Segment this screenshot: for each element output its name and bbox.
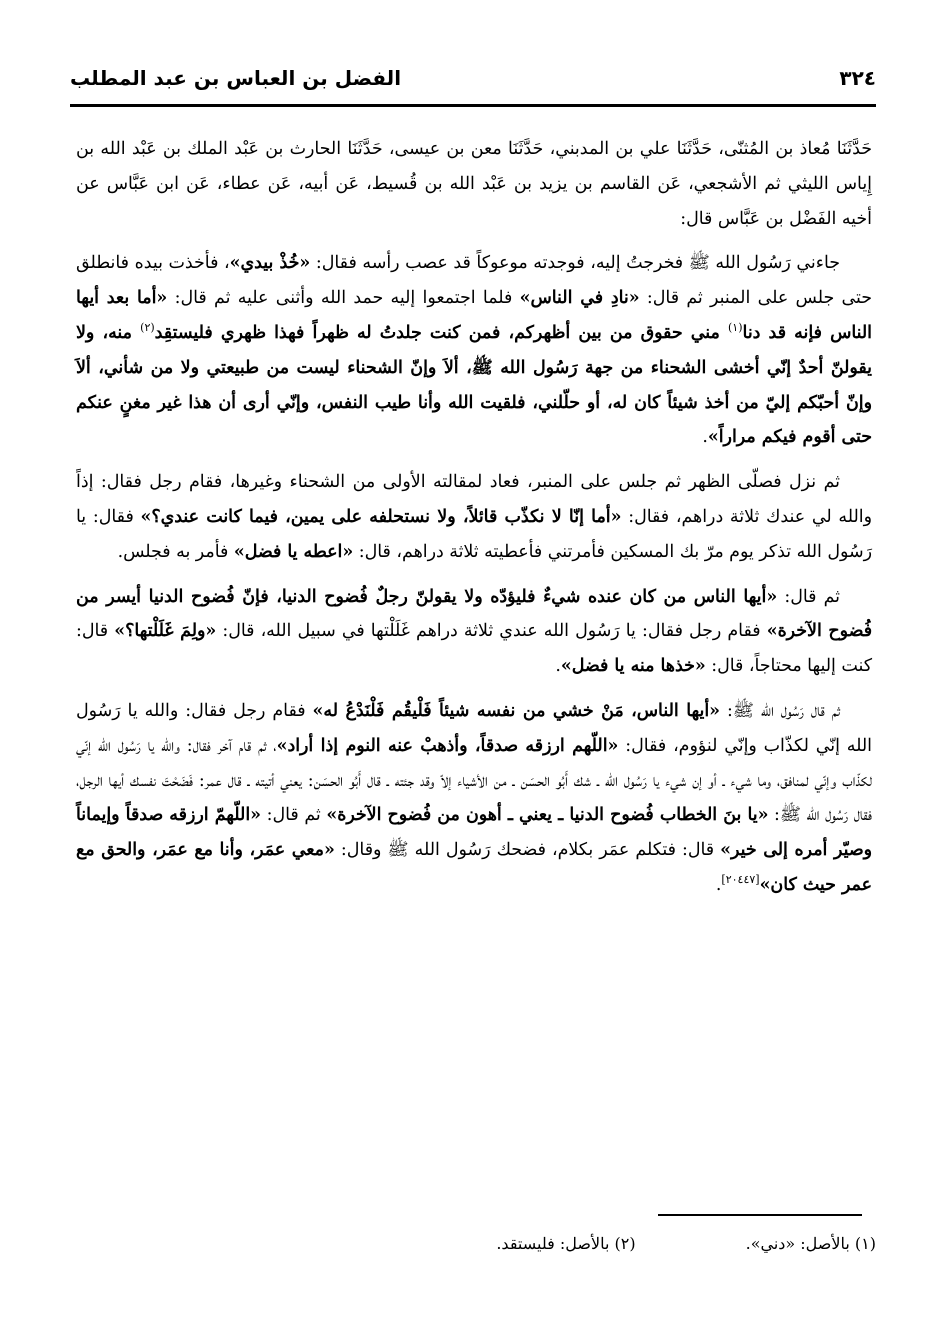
text-run: ثم نزل فصلّى الظهر ثم جلس على المنبر، فعاد لمقالته الأولى من الشحناء وغيرها، فقام رجل فقال: إذاً والله لي عندك ثلاثة دراهم، فقال: [76, 472, 872, 527]
quoted-speech: «ولِمَ غَلَلْتها؟» [114, 621, 217, 642]
text-run: . [702, 427, 708, 448]
footnote-rule [658, 1214, 862, 1216]
text-run: فأمر به فجلس. [117, 541, 234, 562]
text-run: فقام رجل فقال: والله يا رَسُول الله إنّي لكذّاب وإنّي لنؤوم، فقال: [76, 700, 873, 756]
running-title: الفضل بن العباس بن عبد المطلب [70, 66, 402, 90]
text-run: قال: فتكلم عمَر بكلام، فضحك رَسُول الله ﷺ وقال: [334, 840, 721, 861]
paragraph [76, 580, 872, 684]
main-text [76, 132, 872, 913]
quoted-speech: مني حقوق من بين أظهركم، فمن كنت جلدتُ له ظهراً فهذا ظهري فليستقِد [154, 322, 728, 343]
quoted-speech: «معي عمَر، وأنا مع عمَر، والحق مع عمر حيث كان» [76, 840, 872, 895]
text-run: فلما اجتمعوا إليه حمد الله وأثنى عليه ثم قال: [167, 288, 520, 309]
text-run: جاءني رَسُول الله ﷺ فخرجتُ إليه، فوجدته موعوكاً قد عصب رأسه فقال: [310, 253, 840, 274]
paragraph [76, 246, 872, 455]
text-run: . [715, 874, 722, 895]
footnote-2: (٢) بالأصل: فليستقد. [496, 1234, 636, 1253]
text-run: ، فأخذت بيده فانطلق حتى جلس على المنبر ثم قال: [76, 253, 872, 309]
quoted-speech: «اللّهمّ ارزقه صدقاً وإيماناً وصيّر أمره إلى خير» [76, 805, 872, 861]
quoted-speech: «أيها الناس من كان عنده شيءٌ فليؤدّه ولا يقولنّ رجلٌ فُضوح الدنيا، فإنّ فُضوح الدنيا أيسر من فُضوح الآخرة» [76, 586, 873, 642]
text-run: ثم قال: [777, 586, 841, 607]
paragraph [76, 132, 872, 236]
footnote-marker: [٢٠٤٤٧] [721, 873, 760, 887]
quoted-speech: «نادِ في الناس» [519, 288, 640, 309]
quoted-speech: «أما إنّا لا نكذّب قائلاً، ولا نستحلفه على يمين، فيما كانت عندي؟» [140, 506, 622, 527]
footnote-marker: (٢) [140, 321, 155, 335]
quoted-speech: منه، ولا يقولنّ أحدٌ إنّي أخشى الشحناء من جهة رَسُول الله ﷺ، ألاَ وإنّ الشحناء ليست من طبيعتي ولا من شأني، ألاَ وإنّ أحبّكم إليّ من أخذ شيئاً كان له، أو حلّلني، فلقيت الله وأنا طيب النفس، وإنّي أرى أن هذا غير مغنٍ عنكم حتى أقوم فيكم مراراً» [76, 322, 872, 448]
header-rule [70, 104, 876, 107]
text-run: فقال: يا رَسُول الله تذكر يوم مرّ بك المسكين فأمرتني فأعطيته ثلاثة دراهم، قال: [76, 506, 872, 562]
quoted-speech: «أما بعد أيها الناس فإنه قد دنا [76, 288, 873, 343]
footnotes [70, 1232, 876, 1256]
text-run: ثم قال: [261, 805, 327, 826]
quoted-speech: «خُذْ بيدي» [229, 253, 311, 274]
text-run: ثم قال رَسُول الله ﷺ: [720, 700, 840, 721]
page-number: ٣٢٤ [839, 66, 876, 90]
text-run: قال: كنت إليها محتاجاً، قال: [76, 621, 872, 677]
quoted-speech: «اللّهم ارزقه صدقاً، وأذهبْ عنه النوم إذا أراد» [276, 735, 619, 756]
text-run: حَدَّثَنَا مُعاذ بن المُثنّى، حَدَّثَنَا علي بن المدبني، حَدَّثَنَا معن بن عيسى، حَدَّثَنَا الحارث بن عَبْد الملك بن عَبْد الله بن إِياس الليثي ثم الأشجعي، عَن القاسم بن يزيد بن عَبْد الله بن قُسيط، عَن أبيه، عَن عطاء، عَن ابن عَبَّاس عن أخيه الفَضْل بن عَبَّاس قال: [76, 139, 872, 229]
quoted-speech: «أيها الناس، مَنْ خشي من نفسه شيئاً فَلْيقُم فَلْنَدْعُ له» [312, 700, 721, 721]
footnote-1: (١) بالأصل: «دني». [745, 1234, 876, 1253]
paragraph [76, 694, 872, 903]
text-run: ، ثم قام آخر فقال: والله يا رَسُول الله إنّي لكذّاب وإنّي لمنافق، وما شيء ـ أو إن شيء يا رَسُول الله ـ شك أَبُو الحسَن ـ من الأشياء إلاّ وقد جئته ـ قال أَبُو الحسَن: يعني أتيته ـ قال عمر: فَضَحْتَ نفسك أيها الرجل، فقال رَسُول الله ﷺ: [76, 735, 872, 826]
quoted-speech: «يا بنَ الخطاب فُضوح الدنيا ـ يعني ـ أهون من فُضوح الآخرة» [326, 805, 769, 826]
page-header [70, 60, 876, 96]
paragraph [76, 465, 872, 569]
text-run: فقام رجل فقال: يا رَسُول الله عندي ثلاثة دراهم غَلَلْتها في سبيل الله، قال: [216, 621, 767, 642]
footnote-marker: (١) [728, 321, 743, 335]
quoted-speech: «خذها منه يا فضل» [560, 656, 706, 677]
quoted-speech: «اعطه يا فضل» [233, 541, 354, 562]
text-run: . [555, 656, 561, 677]
